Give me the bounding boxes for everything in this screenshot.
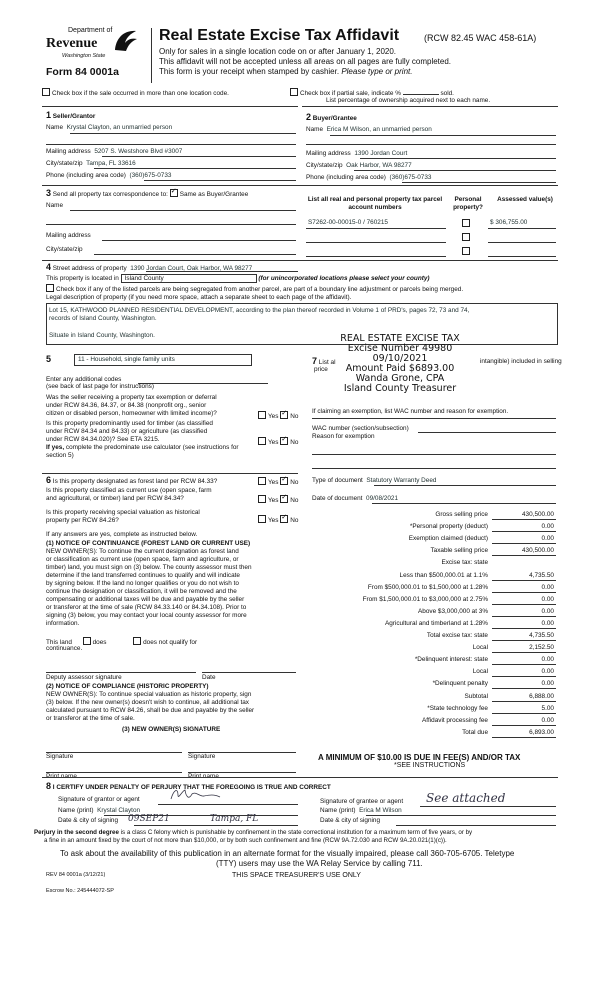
personal-column-header: Personal property?	[453, 196, 483, 211]
page-title: Real Estate Excise Tax Affidavit	[159, 27, 400, 44]
forest-yes-no[interactable]: Yes ✓ No	[258, 477, 298, 486]
current-use-yes-no[interactable]: Yes ✓ No	[258, 495, 298, 504]
tax-row-value[interactable]: 0.00	[541, 656, 554, 664]
grantor-date: 09SEP21	[128, 814, 170, 824]
grantee-signature: See attached	[426, 791, 506, 805]
tax-row-line	[492, 688, 556, 689]
assessed-column-header: Assessed value(s)	[497, 196, 553, 203]
does-not-checkbox[interactable]	[133, 637, 141, 645]
notice-compliance-title: (2) NOTICE OF COMPLIANCE (HISTORIC PROPERTY)	[46, 683, 209, 690]
tax-row-label: *Delinquent penalty	[432, 680, 488, 688]
grantor-date-label: Date & city of signing	[58, 817, 119, 824]
tax-row-value[interactable]: 2,152.50	[529, 644, 554, 652]
segregated-parcels-check[interactable]: Check box if any of the listed parcels are being segregated from another parcel, are part of a boundary line adjustment or parcels being merged.	[46, 284, 463, 293]
multi-location-check[interactable]: Check box if the sale occurred in more than one location code.	[42, 88, 229, 97]
grantee-date-label: Date & city of signing	[320, 817, 381, 824]
land-qualify-row: This land does does not qualify for	[46, 639, 198, 646]
revision-code: REV 84 0001a (3/12/21)	[46, 872, 106, 878]
forest-land-question: 6 Is this property designated as forest land per RCW 84.33?	[46, 475, 218, 485]
buyer-heading: 2 Buyer/Grantee	[306, 112, 357, 122]
tax-row-line	[492, 519, 556, 520]
deputy-date-label: Date	[202, 674, 216, 681]
tax-row-value[interactable]: 0.00	[541, 668, 554, 676]
answers-note: If any answers are yes, complete as instructed below.	[46, 531, 198, 538]
tax-row-line	[492, 713, 556, 714]
section7-text: intangible) included in selling	[480, 358, 562, 365]
tax-row-value[interactable]: 5.00	[541, 704, 554, 712]
buyer-phone-field[interactable]: Phone (including area code) (360)675-0733	[306, 174, 432, 181]
tax-row-line	[492, 592, 556, 593]
tax-row-value[interactable]: 0.00	[541, 595, 554, 603]
tax-row-value[interactable]: 0.00	[541, 619, 554, 627]
historic-yes-no[interactable]: Yes ✓ No	[258, 515, 298, 524]
multi-location-checkbox[interactable]	[42, 88, 50, 96]
tax-row-label: Total excise tax: state	[426, 632, 488, 639]
header-line-2: This affidavit will not be accepted unless all areas on all pages are fully completed.	[159, 57, 452, 66]
tax-row-label: Exemption claimed (deduct)	[408, 535, 488, 543]
owner-signature-1-label: Signature	[46, 753, 74, 760]
escrow-number: Escrow No.: 245444072-SP	[46, 888, 114, 894]
reason-label: Reason for exemption	[312, 433, 375, 440]
seller-name: Krystal Clayton, an unmarried person	[66, 124, 173, 131]
buyer-mail-field[interactable]: Mailing address 1390 Jordan Court	[306, 150, 408, 157]
document-date-field[interactable]: Date of document 09/08/2021	[312, 495, 399, 502]
tax-row-label: Agricultural and timberland at 1.28%	[384, 619, 488, 627]
certify-heading: 8 I CERTIFY UNDER PENALTY OF PERJURY THAT THE FOREGOING IS TRUE AND CORRECT	[46, 781, 331, 791]
street-address-field[interactable]: 4 Street address of property 1390 Jordan Court, Oak Harbor, WA 98277	[46, 262, 253, 272]
owner-print-2-label: Print name	[188, 773, 219, 780]
grantor-name-field[interactable]: Name (print) Krystal Clayton	[58, 807, 141, 814]
tax-row-value[interactable]: 6,888.00	[529, 692, 554, 700]
exemption-question: Was the seller receiving a property tax exemption or deferral under RCW 84.36, 84.37, or 84.38 (nonprofit org., senior citizen or disabled person, homeowner with limited income)?	[46, 394, 217, 417]
tax-row-line	[492, 604, 556, 605]
partial-sale-check[interactable]: Check box if partial sale, indicate % sold.	[290, 88, 454, 97]
tax-row-line	[492, 580, 556, 581]
tax-row-value[interactable]: 4,735.50	[529, 571, 554, 579]
partial-note: List percentage of ownership acquired next to each name.	[326, 97, 491, 104]
form-number: Form 84 0001a	[46, 66, 119, 78]
dept-name: Revenue	[46, 36, 98, 51]
treasurer-use-only: THIS SPACE TREASURER'S USE ONLY	[232, 872, 361, 879]
grantor-city: Tampa, FL	[210, 814, 259, 824]
section3-mail-label: Mailing address	[46, 232, 91, 239]
legal-description-label: Legal description of property (if you need more space, attach a separate sheet to each page of the affidavit).	[46, 294, 352, 301]
seller-phone-field[interactable]: Phone (including area code) (360)675-0733	[46, 172, 172, 179]
new-owner-signature-title: (3) NEW OWNER(S) SIGNATURE	[122, 726, 221, 733]
tax-row-line	[492, 628, 556, 629]
tax-row-value[interactable]: 0.00	[541, 535, 554, 543]
treasurer-stamp: REAL ESTATE EXCISE TAX Excise Number 49980 09/10/2021 Amount Paid $6893.00 Wanda Grone, CPA Island County Treasurer	[340, 333, 460, 394]
tax-row-label: *Delinquent interest: state	[414, 656, 488, 664]
dept-line: Department of	[68, 27, 113, 34]
assessed-value[interactable]: $ 306,755.00	[490, 219, 528, 226]
land-use-code-select[interactable]: 11 - Household, single family units	[74, 354, 252, 366]
legal-description-box[interactable]: Lot 15, KATHWOOD PLANNED RESIDENTIAL DEVELOPMENT, according to the plan thereof recorded in Volume 1 of PRD's, pages 72, 73 and 74, records of Island County, Washington. Situate in Island County, Washington.	[46, 303, 558, 345]
tax-row-label: Total due	[462, 728, 488, 736]
partial-sale-checkbox[interactable]	[290, 88, 298, 96]
wac-number-label: WAC number (section/subsection)	[312, 425, 409, 432]
tax-row-line	[492, 616, 556, 617]
historic-question: Is this property receiving special valuation as historical property per RCW 84.26?	[46, 509, 200, 524]
additional-codes-label: Enter any additional codes	[46, 376, 122, 383]
tax-row-label: Affidavit processing fee	[422, 716, 488, 724]
segregated-parcels-checkbox[interactable]	[46, 284, 54, 292]
parcel-number[interactable]: S7262-00-00015-0 / 760215	[308, 219, 388, 226]
timber-question: Is this property predominantly used for timber (as classified under RCW 84.34 and 84.33) or agriculture (as classified under RCW 84.34.020)? See ETA 3215. If yes, complete the predominate use calculator (see instructions for section 5)	[46, 420, 239, 459]
owner-print-1-label: Print name	[46, 773, 77, 780]
notice-compliance-text: NEW OWNER(S): To continue special valuation as historic property, sign (3) below. If the new owner(s) doesn't wish to continue, all additional tax calculated pursuant to RCW 84.26, shall be due and payable by the seller or transferor at the time of sale.	[46, 691, 255, 722]
exemption-yes-no[interactable]: Yes ✓ No	[258, 411, 298, 420]
section7-heading: 7 List al	[312, 356, 336, 366]
buyer-name-field[interactable]: Name Erica M Wilson, an unmarried person	[306, 126, 432, 133]
tax-row-label: Taxable selling price	[430, 547, 488, 555]
grantor-signature-icon	[168, 785, 224, 805]
county-row: This property is located in Island County (for unincorporated locations please select your county)	[46, 275, 430, 282]
tax-row-label: Gross selling price	[435, 511, 488, 518]
buyer-city-field[interactable]: City/state/zip Oak Harbor, WA 98277	[306, 162, 412, 169]
tax-row-line	[492, 664, 556, 665]
tax-row-label: Local	[472, 668, 488, 676]
current-use-question: Is this property classified as current use (open space, farm and agricultural, or timber) land per RCW 84.34?	[46, 487, 212, 502]
see-instructions: *SEE INSTRUCTIONS	[394, 762, 466, 769]
county-select[interactable]: Island County	[121, 274, 257, 283]
does-checkbox[interactable]	[83, 637, 91, 645]
perjury-notice-1: Perjury in the second degree is a class C felony which is punishable by confinement in the state correctional institution for a maximum term of five years, or by	[34, 829, 473, 836]
tax-row-label: Local	[472, 644, 488, 652]
personal-property-checkbox-2[interactable]	[462, 233, 470, 241]
dept-state: Washington State	[62, 53, 106, 59]
notice-continuance-title: (1) NOTICE OF CONTINUANCE (FOREST LAND OR CURRENT USE)	[46, 540, 251, 547]
tax-row-line	[492, 531, 556, 532]
tax-row-line	[492, 543, 556, 544]
timber-yes-no[interactable]: Yes ✓ No	[258, 437, 298, 446]
tax-row-value[interactable]: 430,500.00	[522, 547, 554, 555]
document-type-field[interactable]: Type of document Statutory Warranty Deed	[312, 477, 437, 484]
seller-mail-field[interactable]: Mailing address 5207 S. Westshore Blvd #3007	[46, 148, 183, 155]
tax-row-value[interactable]: 430,500.00	[522, 511, 554, 518]
header-line-3: This form is your receipt when stamped by cashier. Please type or print.	[159, 67, 413, 76]
tax-row-value[interactable]: 6,893.00	[529, 728, 554, 736]
notice-continuance-text: NEW OWNER(S): To continue the current designation as forest land or classification as current use (open space, farm and agriculture, or timber) land, you must sign on (3) below. The county assessor must then determine if the land transferred continues to qualify and will indicate by signing below. If the land no longer qualifies or you do not wish to continue the designation or classification, it will be removed and the compensating or additional taxes will be due and payable by the seller or transferor at the time of sale (RCW 84.33.140 or 84.34.108). Prior to signing (3) below, you may contact your local county assessor for more information.	[46, 548, 252, 627]
additional-codes-note: (see back of last page for instructions)	[46, 383, 154, 390]
section5-num: 5	[46, 354, 52, 364]
section7-price: price	[314, 366, 328, 373]
tax-row-label: Subtotal	[464, 692, 488, 700]
section3-city-label: City/state/zip	[46, 246, 83, 253]
tax-row-label: Above $3,000,000 at 3%	[418, 607, 488, 615]
minimum-fee-notice: A MINIMUM OF $10.00 IS DUE IN FEE(S) AND/OR TAX	[318, 753, 521, 762]
personal-property-checkbox-1[interactable]	[462, 219, 470, 227]
seller-name-field[interactable]: Name Krystal Clayton, an unmarried person	[46, 124, 173, 131]
tax-row-label: From $1,500,000.01 to $3,000,000 at 2.75%	[362, 595, 488, 603]
tax-row-label: *Personal property (deduct)	[409, 523, 488, 531]
tax-row-line	[492, 725, 556, 726]
tax-row-label: Less than $500,000.01 at 1.1%	[399, 571, 488, 579]
tax-row-line	[492, 676, 556, 677]
tax-row-label: Excise tax: state	[441, 559, 488, 567]
parcel-column-header: List all real and personal property tax parcel account numbers	[307, 196, 443, 211]
tax-row-value[interactable]: 0.00	[541, 607, 554, 615]
tax-row-line	[492, 737, 556, 738]
perjury-notice-2: a fine in an amount fixed by the court of not more than $10,000, or by both such confinement and fine (RCW 9A.72.030 and RCW 9A.20.021(1)(c)).	[44, 837, 447, 844]
tax-row-line	[492, 701, 556, 702]
seller-city-field[interactable]: City/state/zip Tampa, FL 33616	[46, 160, 136, 167]
tax-row-line	[492, 640, 556, 641]
availability-notice-1: To ask about the availability of this publication in an alternate format for the visually impaired, please call 360-705-6705. Teletype	[60, 849, 515, 858]
tax-row-value[interactable]: 0.00	[541, 523, 554, 531]
header-line-1: Only for sales in a single location code on or after January 1, 2020.	[159, 47, 397, 56]
tax-row-value[interactable]: 0.00	[541, 680, 554, 688]
tax-row-line	[492, 555, 556, 556]
exemption-wac-label: If claiming an exemption, list WAC number and reason for exemption.	[312, 408, 509, 415]
personal-property-checkbox-3[interactable]	[462, 247, 470, 255]
owner-signature-2-label: Signature	[188, 753, 216, 760]
tax-row-value[interactable]: 0.00	[541, 716, 554, 724]
tax-row-line	[492, 652, 556, 653]
rcw-reference: (RCW 82.45 WAC 458-61A)	[424, 33, 537, 43]
tax-row-value[interactable]: 4,735.50	[529, 632, 554, 639]
grantor-signature-label: Signature of grantor or agent	[58, 796, 140, 803]
grantee-name-field[interactable]: Name (print) Erica M Wilson	[320, 807, 402, 814]
tax-row-label: *State technology fee	[427, 704, 488, 712]
same-as-buyer-checkbox[interactable]	[170, 189, 178, 197]
tax-row-label: From $500,000.01 to $1,500,000 at 1.28%	[367, 583, 488, 591]
seller-heading: 1 Seller/Grantor	[46, 110, 96, 120]
section3-heading: 3 Send all property tax correspondence to: ✓ Same as Buyer/Grantee	[46, 188, 248, 198]
availability-notice-2: (TTY) users may use the WA Relay Service by calling 711.	[216, 859, 423, 868]
grantee-signature-label: Signature of grantee or agent	[320, 798, 404, 805]
continuance-label: continuance.	[46, 645, 83, 652]
tax-row-value[interactable]: 0.00	[541, 583, 554, 591]
section3-name-label: Name	[46, 202, 64, 209]
deputy-signature-label: Deputy assessor signature	[46, 674, 122, 681]
revenue-emblem-icon	[112, 28, 140, 54]
